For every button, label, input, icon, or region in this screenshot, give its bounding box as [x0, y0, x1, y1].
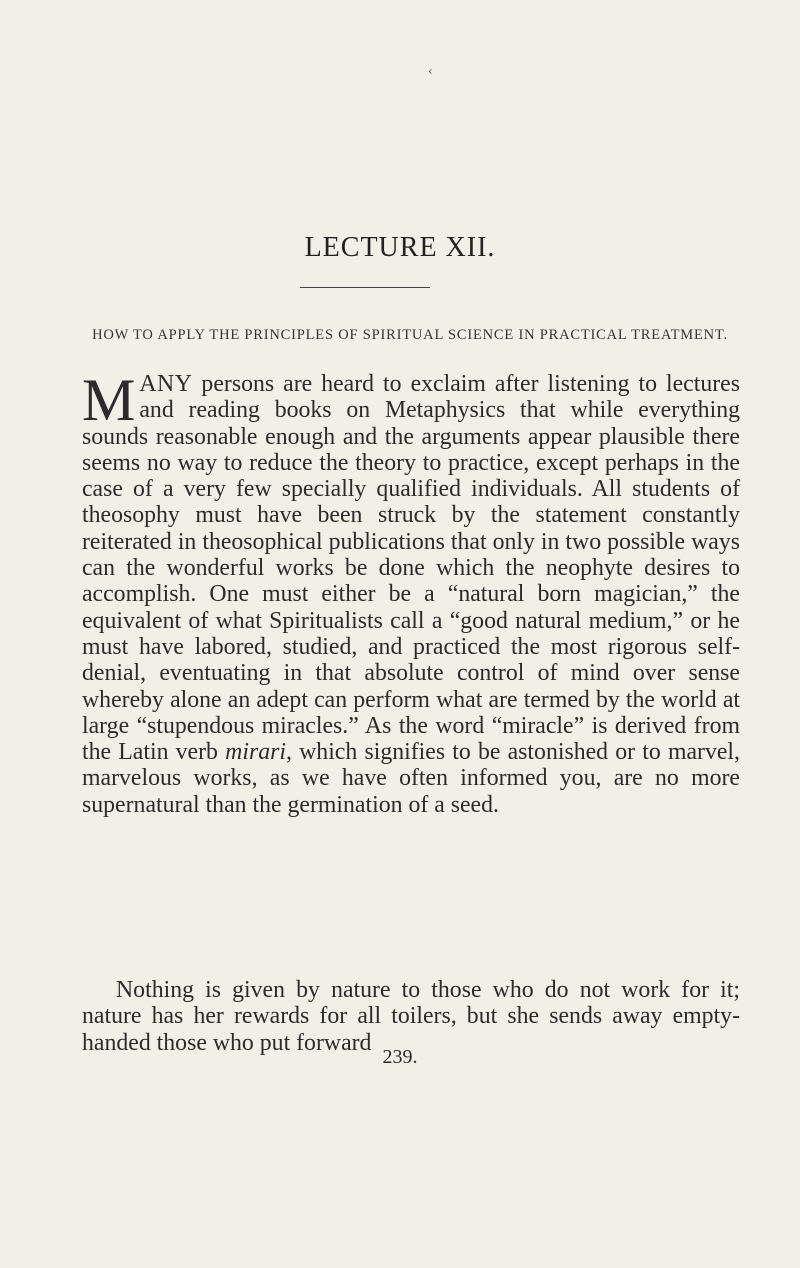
- page-number: 239.: [382, 1046, 418, 1068]
- lecture-title: LECTURE XII.: [304, 232, 496, 263]
- paragraph-2: Nothing is given by nature to those who do not work for it; nature has her rewards for all toilers, but she sends away empty-handed those who put forward: [82, 977, 740, 1056]
- italic-word: mirari,: [225, 739, 292, 766]
- paragraph-1: [82, 367, 740, 818]
- drop-cap: M: [82, 367, 136, 433]
- paragraph-1-text-a: persons are heard to exclaim after listening to lectures and reading books on Metaphysics that while everything sounds reasonable enough and the arguments appear plausible there seems no way to reduce the theory to practice, except perhaps in the case of a very few specially qualified individuals. All students of theosophy must have been struck by the statement constantly reiterated in theosophical publications that only in two possible ways can the wonderful works be done which the neophyte desires to accomplish. One must either be a “natural born magician,” the equivalent of what Spiritualists call a “good natural medium,” or he must have labored, studied, and practiced the most rigorous self-denial, eventuating in that absolute control of mind over sense whereby alone an adept can perform what are termed by the world at large “stupendous miracles.” As the word “miracle” is derived from the Latin verb: [82, 371, 740, 766]
- paragraph-1-text-b: which signifies to be astonished or to marvel, marvelous works, as we have often informed you, are no more supernatural than the germination of a seed.: [82, 739, 740, 818]
- corner-mark: ‹: [428, 64, 433, 78]
- title-rule: [300, 287, 430, 288]
- lead-word: ANY: [139, 371, 193, 397]
- lecture-subtitle: HOW TO APPLY THE PRINCIPLES OF SPIRITUAL SCIENCE IN PRACTICAL TREATMENT.: [92, 327, 728, 343]
